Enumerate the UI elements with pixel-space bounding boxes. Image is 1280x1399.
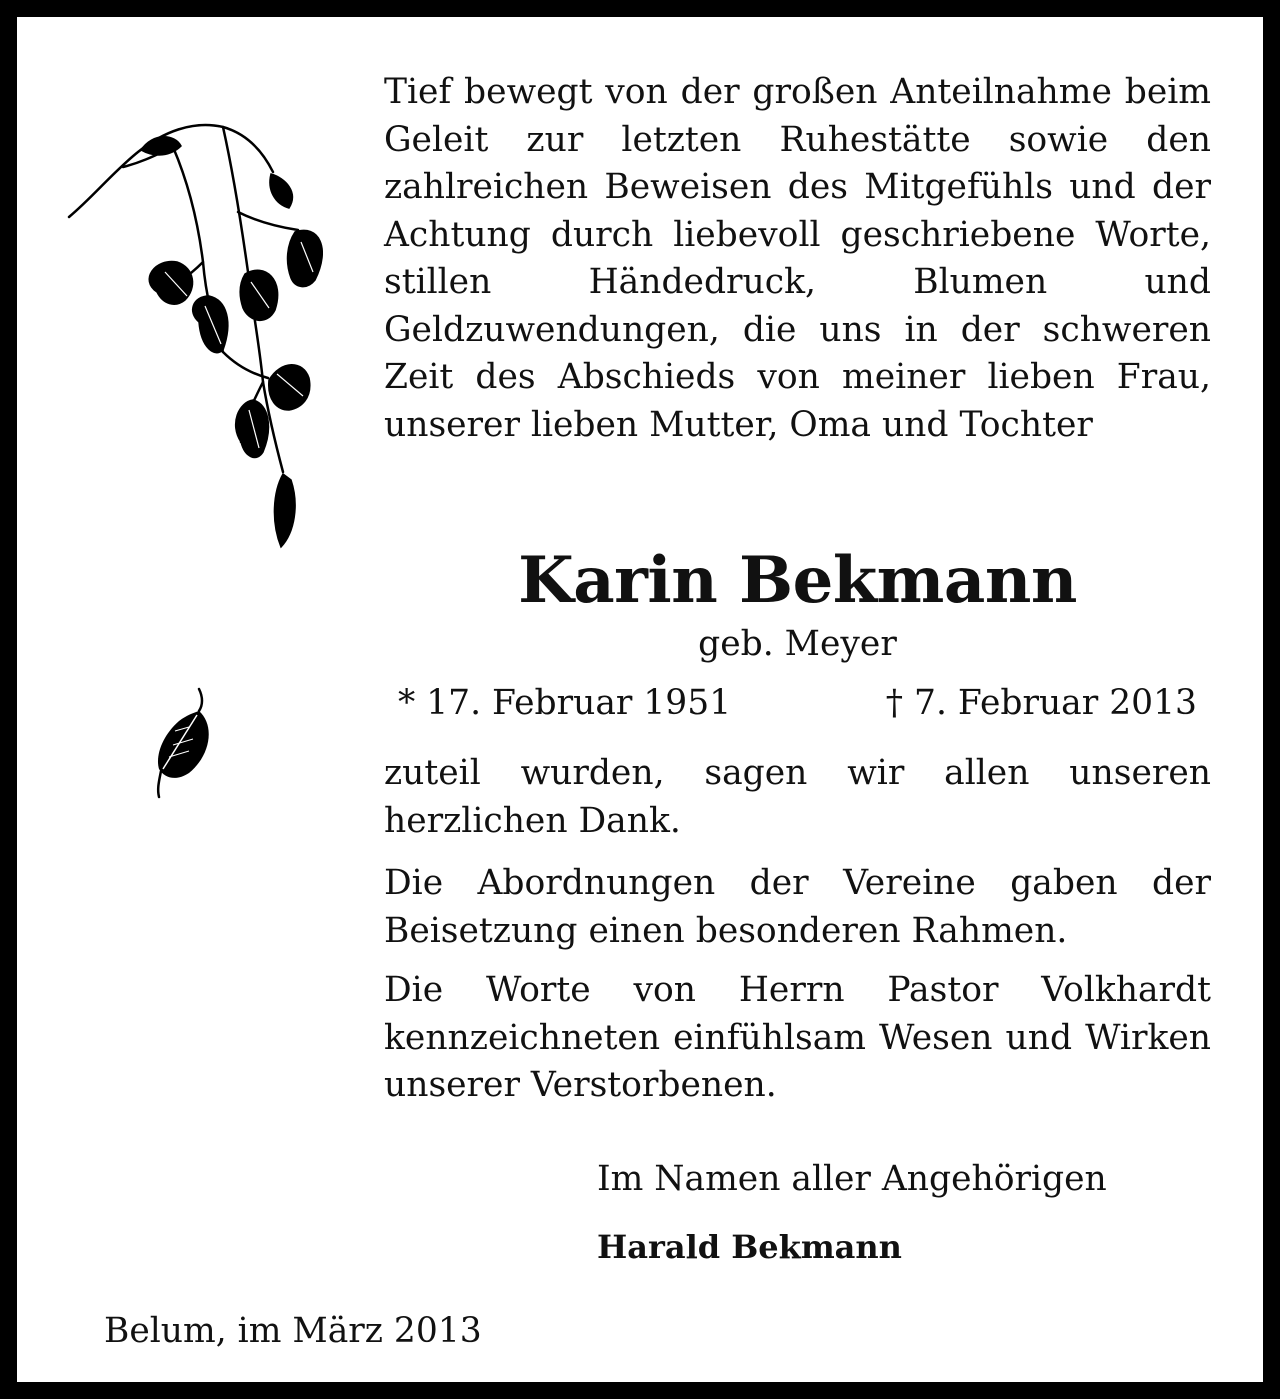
birth-date: * 17. Februar 1951 bbox=[398, 683, 732, 723]
death-date: † 7. Februar 2013 bbox=[885, 683, 1197, 723]
closing-line: Im Namen aller Angehörigen bbox=[597, 1159, 1107, 1199]
place-date: Belum, im März 2013 bbox=[104, 1311, 482, 1351]
birch-branch-icon bbox=[63, 112, 323, 562]
falling-leaf-icon bbox=[149, 685, 219, 800]
life-dates bbox=[384, 679, 1211, 727]
deceased-name: Karin Bekmann bbox=[518, 543, 1077, 618]
maiden-name: geb. Meyer bbox=[698, 624, 897, 664]
pastor-paragraph: Die Worte von Herrn Pastor Volkhardt kennzeichneten einfühlsam Wesen und Wirken unserer Verstorbenen. bbox=[384, 970, 1211, 1105]
signer-name: Harald Bekmann bbox=[597, 1228, 902, 1266]
thanks-paragraph: zuteil wurden, sagen wir allen unseren herzlichen Dank. bbox=[384, 753, 1211, 841]
intro-paragraph: Tief bewegt von der großen Anteilnahme beim Geleit zur letzten Ruhestätte sowie den zahlreichen Beweisen des Mitgefühls und der Achtung durch liebevoll geschriebene Worte, stillen Händedruck, Blumen und Geldzuwendungen, die uns in der schweren Zeit des Abschieds von meiner lieben Frau, unserer lieben Mutter, Oma und Tochter bbox=[384, 72, 1211, 445]
delegations-paragraph: Die Abordnungen der Vereine gaben der Beisetzung einen besonderen Rahmen. bbox=[384, 863, 1211, 951]
